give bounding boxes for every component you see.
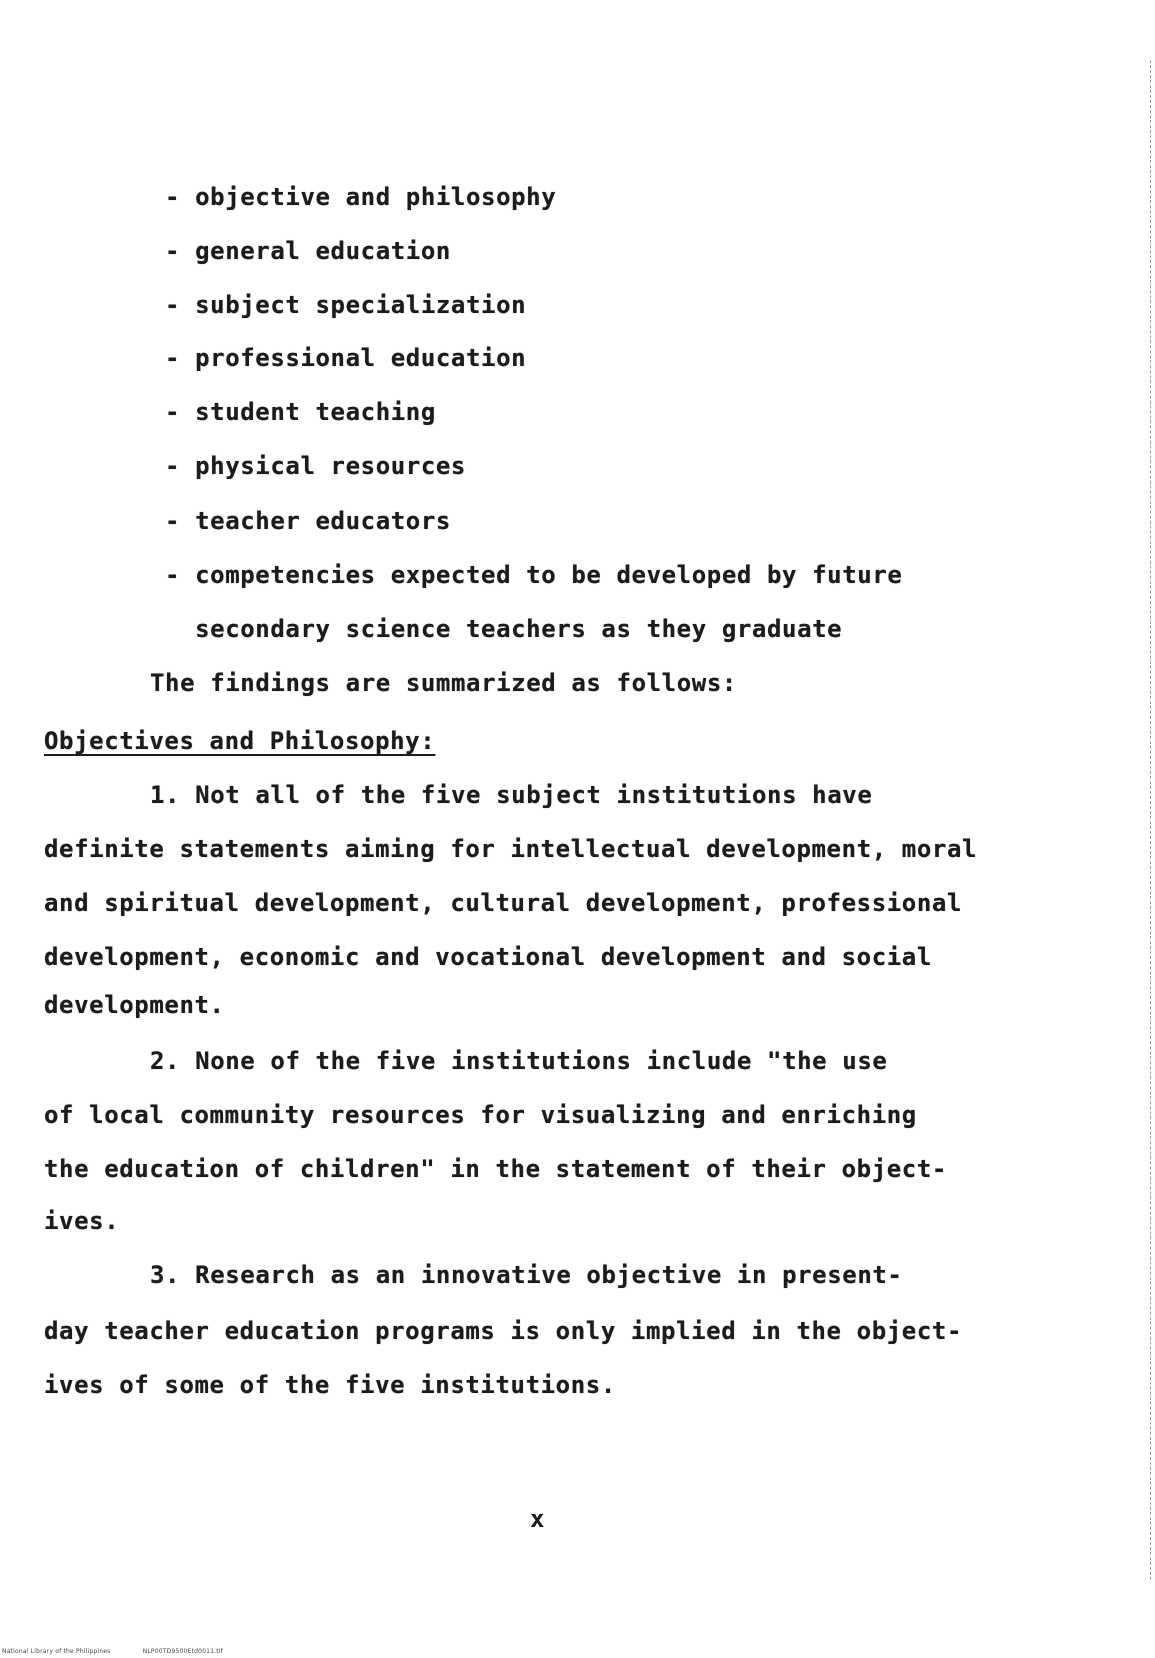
paragraph-1-line-5: development. — [44, 991, 225, 1019]
bullet-subject-specialization: - subject specialization — [165, 291, 527, 319]
bullet-competencies-continued: secondary science teachers as they graduate — [165, 615, 843, 643]
section-heading: Objectives and Philosophy: — [44, 727, 436, 755]
bullet-objective-philosophy: - objective and philosophy — [165, 183, 557, 211]
paragraph-1-line-3: and spiritual development, cultural development, professional — [44, 889, 963, 917]
paragraph-2-line-3: the education of children" in the statement of their object- — [44, 1155, 947, 1183]
paragraph-1-line-4: development, economic and vocational development and social — [44, 943, 932, 971]
scan-footer — [2, 1648, 253, 1655]
paragraph-3-line-3: ives of some of the five institutions. — [44, 1371, 616, 1399]
footer-file-id: NLP00TD9500Etd0011.tif — [142, 1648, 223, 1655]
paragraph-1-line-2: definite statements aiming for intellectual development, moral — [44, 835, 978, 863]
paragraph-3-line-1: 3. Research as an innovative objective in present- — [150, 1261, 903, 1289]
bullet-physical-resources: - physical resources — [165, 452, 466, 480]
summary-intro: The findings are summarized as follows: — [150, 669, 737, 697]
bullet-teacher-educators: - teacher educators — [165, 507, 451, 535]
page-number: x — [530, 1505, 545, 1533]
bullet-competencies: - competencies expected to be developed by future — [165, 561, 903, 589]
paragraph-3-line-2: day teacher education programs is only implied in the object- — [44, 1317, 963, 1345]
bullet-professional-education: - professional education — [165, 344, 527, 372]
bullet-student-teaching: - student teaching — [165, 398, 436, 426]
paragraph-2-line-1: 2. None of the five institutions include "the use — [150, 1047, 888, 1075]
paragraph-2-line-2: of local community resources for visualizing and enriching — [44, 1101, 917, 1129]
scan-edge-mark — [1149, 60, 1151, 1580]
paragraph-2-line-4: ives. — [44, 1207, 120, 1235]
footer-library: National Library of the Philippines — [2, 1648, 111, 1655]
bullet-general-education: - general education — [165, 237, 451, 265]
paragraph-1-line-1: 1. Not all of the five subject institutions have — [150, 781, 873, 809]
